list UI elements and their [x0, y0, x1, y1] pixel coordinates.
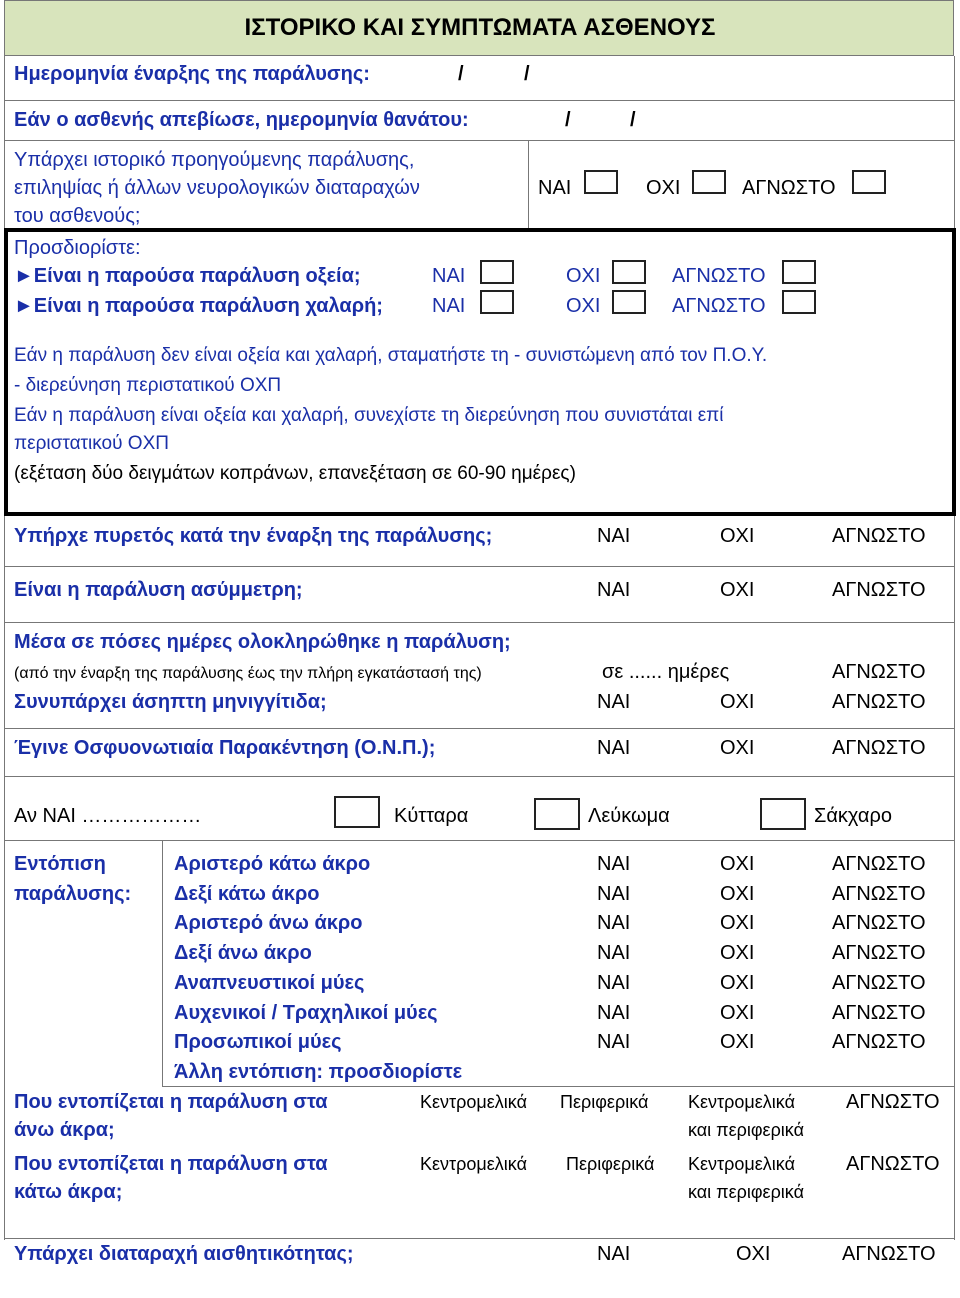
location-row-yes[interactable]: ΝΑΙ	[597, 853, 631, 875]
lumbar-puncture-no[interactable]: ΟΧΙ	[720, 737, 755, 759]
form-title: ΙΣΤΟΡΙΚΟ ΚΑΙ ΣΥΜΠΤΩΜΑΤΑ ΑΣΘΕΝΟΥΣ	[244, 14, 716, 41]
continue-note: Εάν η παράλυση είναι οξεία και χαλαρή, συνεχίστε τη διερεύνηση που συνιστάται επί	[14, 405, 724, 426]
lower-both-line2[interactable]: και περιφερικά	[688, 1182, 804, 1202]
divider	[4, 728, 954, 729]
history-question-line3: του ασθενούς;	[14, 205, 141, 227]
divider	[4, 100, 954, 101]
days-subtext: (από την έναρξη της παράλυσης έως την πλήρη εγκατάστασή της)	[14, 665, 482, 682]
divider	[4, 622, 954, 623]
flaccid-yes-label: ΝΑΙ	[432, 295, 466, 317]
upper-central[interactable]: Κεντρομελικά	[420, 1092, 527, 1112]
location-row-no[interactable]: ΟΧΙ	[720, 912, 755, 934]
csf-if-yes-label: Αν ΝΑΙ ………………	[14, 805, 202, 827]
history-question-line2: επιληψίας ή άλλων νευρολογικών διαταραχών	[14, 177, 420, 199]
location-row-yes[interactable]: ΝΑΙ	[597, 883, 631, 905]
history-yes-label: ΝΑΙ	[538, 177, 572, 199]
location-row-unknown[interactable]: ΑΓΝΩΣΤΟ	[832, 1002, 926, 1024]
acute-unknown-label: ΑΓΝΩΣΤΟ	[672, 265, 766, 287]
stop-note: Εάν η παράλυση δεν είναι οξεία και χαλαρή, σταματήστε τη - συνιστώμενη από τον Π.Ο.Υ.	[14, 345, 768, 366]
specify-label: Προσδιορίστε:	[14, 237, 141, 259]
onset-date-label: Ημερομηνία έναρξης της παράλυσης:	[14, 63, 370, 85]
history-no-checkbox[interactable]	[692, 170, 726, 194]
asymmetric-question: Είναι η παράλυση ασύμμετρη;	[14, 579, 303, 601]
flaccid-unknown-checkbox[interactable]	[782, 290, 816, 314]
csf-protein-label: Λεύκωμα	[588, 805, 670, 827]
continue-note-cont: περιστατικού ΟΧΠ	[14, 433, 169, 454]
history-unknown-label: ΑΓΝΩΣΤΟ	[742, 177, 836, 199]
meningitis-yes[interactable]: ΝΑΙ	[597, 691, 631, 713]
continue-note-detail: (εξέταση δύο δειγμάτων κοπράνων, επανεξέταση σε 60-90 ημέρες)	[14, 463, 576, 484]
flaccid-unknown-label: ΑΓΝΩΣΤΟ	[672, 295, 766, 317]
location-label-line1: Εντόπιση	[14, 853, 106, 875]
history-question-line1: Υπάρχει ιστορικό προηγούμενης παράλυσης,	[14, 149, 415, 171]
date-separator: /	[524, 63, 530, 85]
date-separator: /	[565, 109, 571, 131]
location-row-no[interactable]: ΟΧΙ	[720, 972, 755, 994]
days-value[interactable]: σε ...... ημέρες	[602, 661, 730, 683]
asymmetric-yes[interactable]: ΝΑΙ	[597, 579, 631, 601]
sensory-unknown[interactable]: ΑΓΝΩΣΤΟ	[842, 1243, 936, 1265]
location-row-name: Αναπνευστικοί μύες	[174, 972, 365, 994]
lower-both-line1[interactable]: Κεντρομελικά	[688, 1154, 795, 1174]
divider	[4, 140, 954, 141]
lumbar-puncture-question: Έγινε Οσφυονωτιαία Παρακέντηση (Ο.Ν.Π.);	[14, 737, 436, 759]
location-row-name: Αυχενικοί / Τραχηλικοί μύες	[174, 1002, 438, 1024]
divider	[4, 840, 954, 841]
divider	[4, 776, 954, 777]
acute-no-label: ΟΧΙ	[566, 265, 601, 287]
days-question: Μέσα σε πόσες ημέρες ολοκληρώθηκε η παράλυση;	[14, 631, 511, 653]
lower-limbs-question-line1: Που εντοπίζεται η παράλυση στα	[14, 1153, 328, 1175]
acute-yes-label: ΝΑΙ	[432, 265, 466, 287]
asymmetric-no[interactable]: ΟΧΙ	[720, 579, 755, 601]
location-row-name: Δεξί άνω άκρο	[174, 942, 312, 964]
lower-unknown[interactable]: ΑΓΝΩΣΤΟ	[846, 1153, 940, 1175]
location-row-no[interactable]: ΟΧΙ	[720, 1002, 755, 1024]
lumbar-puncture-unknown[interactable]: ΑΓΝΩΣΤΟ	[832, 737, 926, 759]
sensory-yes[interactable]: ΝΑΙ	[597, 1243, 631, 1265]
flaccid-no-label: ΟΧΙ	[566, 295, 601, 317]
location-row-yes[interactable]: ΝΑΙ	[597, 912, 631, 934]
location-row-yes[interactable]: ΝΑΙ	[597, 1002, 631, 1024]
death-date-label: Εάν ο ασθενής απεβίωσε, ημερομηνία θανάτου:	[14, 109, 469, 131]
upper-unknown[interactable]: ΑΓΝΩΣΤΟ	[846, 1091, 940, 1113]
location-label-line2: παράλυσης:	[14, 883, 132, 905]
meningitis-question: Συνυπάρχει άσηπτη μηνιγγίτιδα;	[14, 691, 327, 713]
asymmetric-unknown[interactable]: ΑΓΝΩΣΤΟ	[832, 579, 926, 601]
location-row-name: Δεξί κάτω άκρο	[174, 883, 320, 905]
fever-yes[interactable]: ΝΑΙ	[597, 525, 631, 547]
acute-no-checkbox[interactable]	[612, 260, 646, 284]
history-yes-checkbox[interactable]	[584, 170, 618, 194]
location-row-no[interactable]: ΟΧΙ	[720, 942, 755, 964]
location-row-unknown[interactable]: ΑΓΝΩΣΤΟ	[832, 1031, 926, 1053]
location-row-unknown[interactable]: ΑΓΝΩΣΤΟ	[832, 853, 926, 875]
date-separator: /	[458, 63, 464, 85]
date-separator: /	[630, 109, 636, 131]
upper-limbs-question-line1: Που εντοπίζεται η παράλυση στα	[14, 1091, 328, 1113]
divider	[162, 840, 163, 1086]
other-location-label: Άλλη εντόπιση: προσδιορίστε	[174, 1061, 463, 1083]
lumbar-puncture-yes[interactable]: ΝΑΙ	[597, 737, 631, 759]
lower-central[interactable]: Κεντρομελικά	[420, 1154, 527, 1174]
location-row-no[interactable]: ΟΧΙ	[720, 883, 755, 905]
fever-unknown[interactable]: ΑΓΝΩΣΤΟ	[832, 525, 926, 547]
flaccid-yes-checkbox[interactable]	[480, 290, 514, 314]
location-row-yes[interactable]: ΝΑΙ	[597, 942, 631, 964]
lower-peripheral[interactable]: Περιφερικά	[566, 1154, 655, 1174]
location-row-unknown[interactable]: ΑΓΝΩΣΤΟ	[832, 942, 926, 964]
days-unknown[interactable]: ΑΓΝΩΣΤΟ	[832, 661, 926, 683]
lower-limbs-question-line2: κάτω άκρα;	[14, 1181, 123, 1203]
csf-sugar-label: Σάκχαρο	[814, 805, 892, 827]
meningitis-unknown[interactable]: ΑΓΝΩΣΤΟ	[832, 691, 926, 713]
acute-question: ►Είναι η παρούσα παράλυση οξεία;	[14, 265, 361, 287]
csf-cells-label: Κύτταρα	[394, 805, 469, 827]
divider	[528, 140, 529, 230]
csf-sugar-checkbox[interactable]	[760, 798, 806, 830]
flaccid-question: ►Είναι η παρούσα παράλυση χαλαρή;	[14, 295, 383, 317]
location-row-no[interactable]: ΟΧΙ	[720, 853, 755, 875]
fever-question: Υπήρχε πυρετός κατά την έναρξη της παράλυσης;	[14, 525, 493, 547]
acute-unknown-checkbox[interactable]	[782, 260, 816, 284]
upper-both-line1[interactable]: Κεντρομελικά	[688, 1092, 795, 1112]
location-row-name: Αριστερό κάτω άκρο	[174, 853, 371, 875]
fever-no[interactable]: ΟΧΙ	[720, 525, 755, 547]
divider	[4, 1238, 954, 1239]
upper-both-line2[interactable]: και περιφερικά	[688, 1120, 804, 1140]
meningitis-no[interactable]: ΟΧΙ	[720, 691, 755, 713]
sensory-no[interactable]: ΟΧΙ	[736, 1243, 771, 1265]
location-row-yes[interactable]: ΝΑΙ	[597, 972, 631, 994]
location-row-yes[interactable]: ΝΑΙ	[597, 1031, 631, 1053]
location-row-unknown[interactable]: ΑΓΝΩΣΤΟ	[832, 883, 926, 905]
location-row-name: Αριστερό άνω άκρο	[174, 912, 363, 934]
upper-peripheral[interactable]: Περιφερικά	[560, 1092, 649, 1112]
stop-note-cont: - διερεύνηση περιστατικού ΟΧΠ	[14, 375, 282, 396]
sensory-question: Υπάρχει διαταραχή αισθητικότητας;	[14, 1243, 354, 1265]
csf-cells-checkbox[interactable]	[334, 796, 380, 828]
location-row-unknown[interactable]: ΑΓΝΩΣΤΟ	[832, 972, 926, 994]
location-row-unknown[interactable]: ΑΓΝΩΣΤΟ	[832, 912, 926, 934]
history-no-label: ΟΧΙ	[646, 177, 681, 199]
location-row-no[interactable]: ΟΧΙ	[720, 1031, 755, 1053]
divider	[162, 1086, 954, 1087]
divider	[4, 566, 954, 567]
history-unknown-checkbox[interactable]	[852, 170, 886, 194]
location-row-name: Προσωπικοί μύες	[174, 1031, 342, 1053]
flaccid-no-checkbox[interactable]	[612, 290, 646, 314]
csf-protein-checkbox[interactable]	[534, 798, 580, 830]
acute-yes-checkbox[interactable]	[480, 260, 514, 284]
upper-limbs-question-line2: άνω άκρα;	[14, 1119, 115, 1141]
